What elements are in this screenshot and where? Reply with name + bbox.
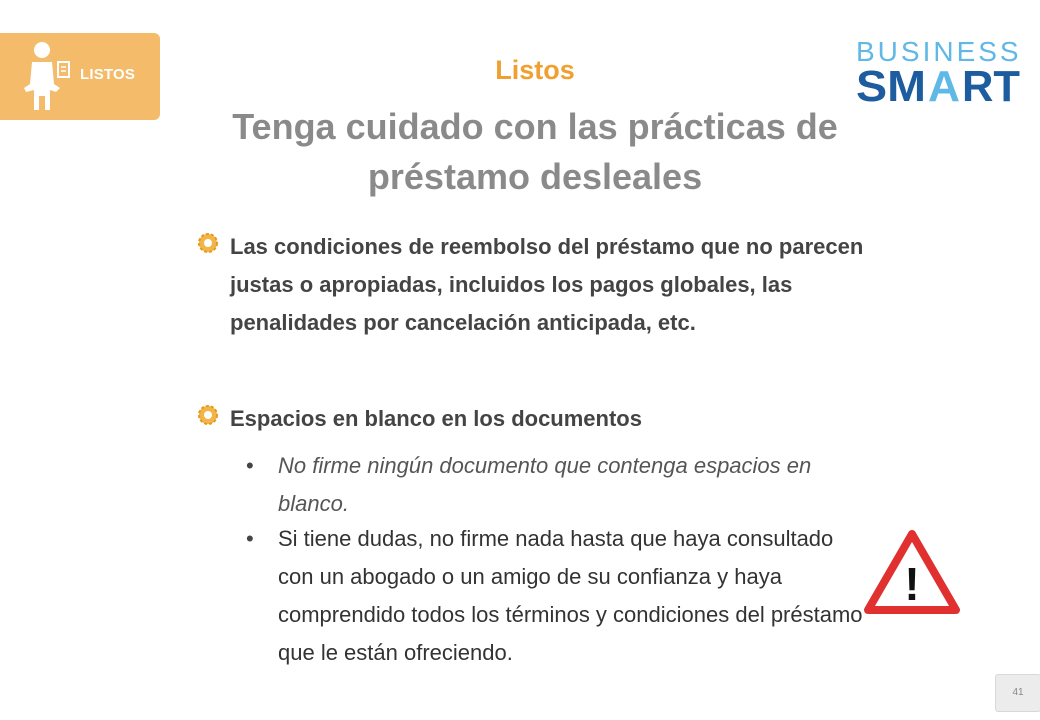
bullet-point [196,228,876,388]
warning-triangle-icon [862,528,962,616]
section-label: Listos [495,55,575,85]
sub-bullet-text: Si tiene dudas, no firme nada hasta que haya consultado con un abogado o un amigo de su confianza y haya comprendido todos los términos y condiciones del préstamo que le están ofreciendo. [278,526,863,665]
svg-text:A: A [928,64,960,104]
gear-bullet-icon [196,403,220,427]
logo-top-text: BUSINESS [856,36,1022,67]
svg-text:RT: RT [962,64,1021,104]
sub-bullet-text: No firme ningún documento que contenga espacios en blanco. [278,453,812,516]
bullet-point [196,400,876,440]
warning-symbol: ! [904,558,920,610]
svg-text:SM: SM [856,64,926,104]
bullet-dot-icon: • [246,526,254,551]
bullet-text: Las condiciones de reembolso del préstamo que no parecen justas o apropiadas, incluidos los pagos globales, las penalidades por cancelación anticipada, etc. [230,234,864,335]
gear-bullet-icon [196,231,220,255]
page-number: 41 [995,674,1040,712]
bullet-text: Espacios en blanco en los documentos [230,406,642,431]
badge-label: LISTOS [80,66,136,83]
slide-title: Tenga cuidado con las prácticas de préstamo desleales [232,106,838,197]
bullet-dot-icon: • [246,453,254,478]
